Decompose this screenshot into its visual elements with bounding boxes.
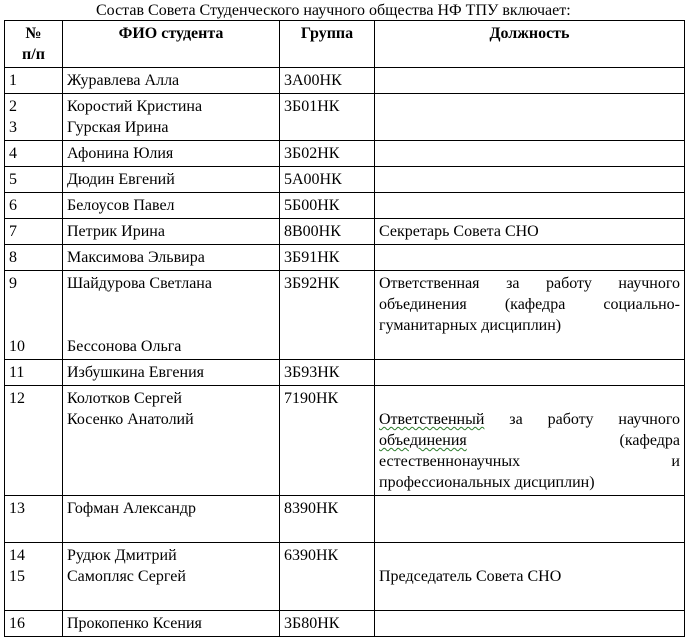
cell-group: 5Б00НК [280, 193, 375, 219]
cell-group: 7190НК [280, 386, 375, 496]
header-name: ФИО студента [63, 21, 280, 68]
cell-student-name: Коростий Кристина Гурская Ирина [63, 94, 280, 141]
table-row [5, 167, 685, 193]
cell-group: 6390НК [280, 543, 375, 611]
cell-student-name: Шайдурова Светлана Бессонова Ольга [63, 271, 280, 360]
document-title: Состав Совета Студенческого научного общества НФ ТПУ включает: [96, 2, 571, 19]
cell-number: 12 [5, 386, 63, 496]
cell-number: 1 [5, 68, 63, 94]
cell-number: 5 [5, 167, 63, 193]
cell-group: 8В00НК [280, 219, 375, 245]
cell-position [375, 141, 685, 167]
cell-number: 4 [5, 141, 63, 167]
cell-student-name: Афонина Юлия [63, 141, 280, 167]
cell-group: 3Б01НК [280, 94, 375, 141]
cell-student-name: Избушкина Евгения [63, 360, 280, 386]
cell-number: 2 3 [5, 94, 63, 141]
cell-position: Секретарь Совета СНО [375, 219, 685, 245]
table-header-row [5, 21, 685, 68]
cell-position [375, 68, 685, 94]
table-row [5, 360, 685, 386]
table-body [5, 68, 685, 637]
header-group: Группа [280, 21, 375, 68]
cell-position: Председатель Совета СНО [375, 543, 685, 611]
cell-position [375, 360, 685, 386]
cell-student-name: Дюдин Евгений [63, 167, 280, 193]
cell-student-name: Максимова Эльвира [63, 245, 280, 271]
cell-position: Ответственный за работу научного объединения (кафедра естественнонаучных и профессиональных дисциплин) [375, 386, 685, 496]
cell-group: 3А00НК [280, 68, 375, 94]
cell-number: 11 [5, 360, 63, 386]
table-row [5, 68, 685, 94]
cell-position [375, 167, 685, 193]
table-row [5, 271, 685, 360]
table-row [5, 219, 685, 245]
cell-number: 13 [5, 496, 63, 543]
cell-student-name: Прокопенко Ксения [63, 611, 280, 637]
cell-student-name: Петрик Ирина [63, 219, 280, 245]
header-number: № п/п [5, 21, 63, 68]
cell-group: 3Б91НК [280, 245, 375, 271]
cell-number: 9 10 [5, 271, 63, 360]
table-row [5, 386, 685, 496]
table-row [5, 543, 685, 611]
cell-group: 5А00НК [280, 167, 375, 193]
cell-student-name: Колотков Сергей Косенко Анатолий [63, 386, 280, 496]
cell-position [375, 496, 685, 543]
cell-position [375, 611, 685, 637]
cell-group: 3Б80НК [280, 611, 375, 637]
table-row [5, 245, 685, 271]
cell-position: Ответственная за работу научного объединения (кафедра социально- гуманитарных дисциплин) [375, 271, 685, 360]
table-row [5, 141, 685, 167]
cell-student-name: Рудюк Дмитрий Самопляс Сергей [63, 543, 280, 611]
cell-number: 6 [5, 193, 63, 219]
cell-student-name: Белоусов Павел [63, 193, 280, 219]
table-row [5, 94, 685, 141]
cell-position [375, 193, 685, 219]
cell-group: 8390НК [280, 496, 375, 543]
student-council-table [4, 20, 685, 637]
cell-number: 16 [5, 611, 63, 637]
cell-number: 7 [5, 219, 63, 245]
cell-student-name: Гофман Александр [63, 496, 280, 543]
cell-group: 3Б02НК [280, 141, 375, 167]
cell-group: 3Б93НК [280, 360, 375, 386]
cell-number: 14 15 [5, 543, 63, 611]
cell-position [375, 94, 685, 141]
table-row [5, 193, 685, 219]
table-row [5, 496, 685, 543]
cell-student-name: Журавлева Алла [63, 68, 280, 94]
cell-number: 8 [5, 245, 63, 271]
header-position: Должность [375, 21, 685, 68]
cell-position [375, 245, 685, 271]
cell-group: 3Б92НК [280, 271, 375, 360]
table-row [5, 611, 685, 637]
